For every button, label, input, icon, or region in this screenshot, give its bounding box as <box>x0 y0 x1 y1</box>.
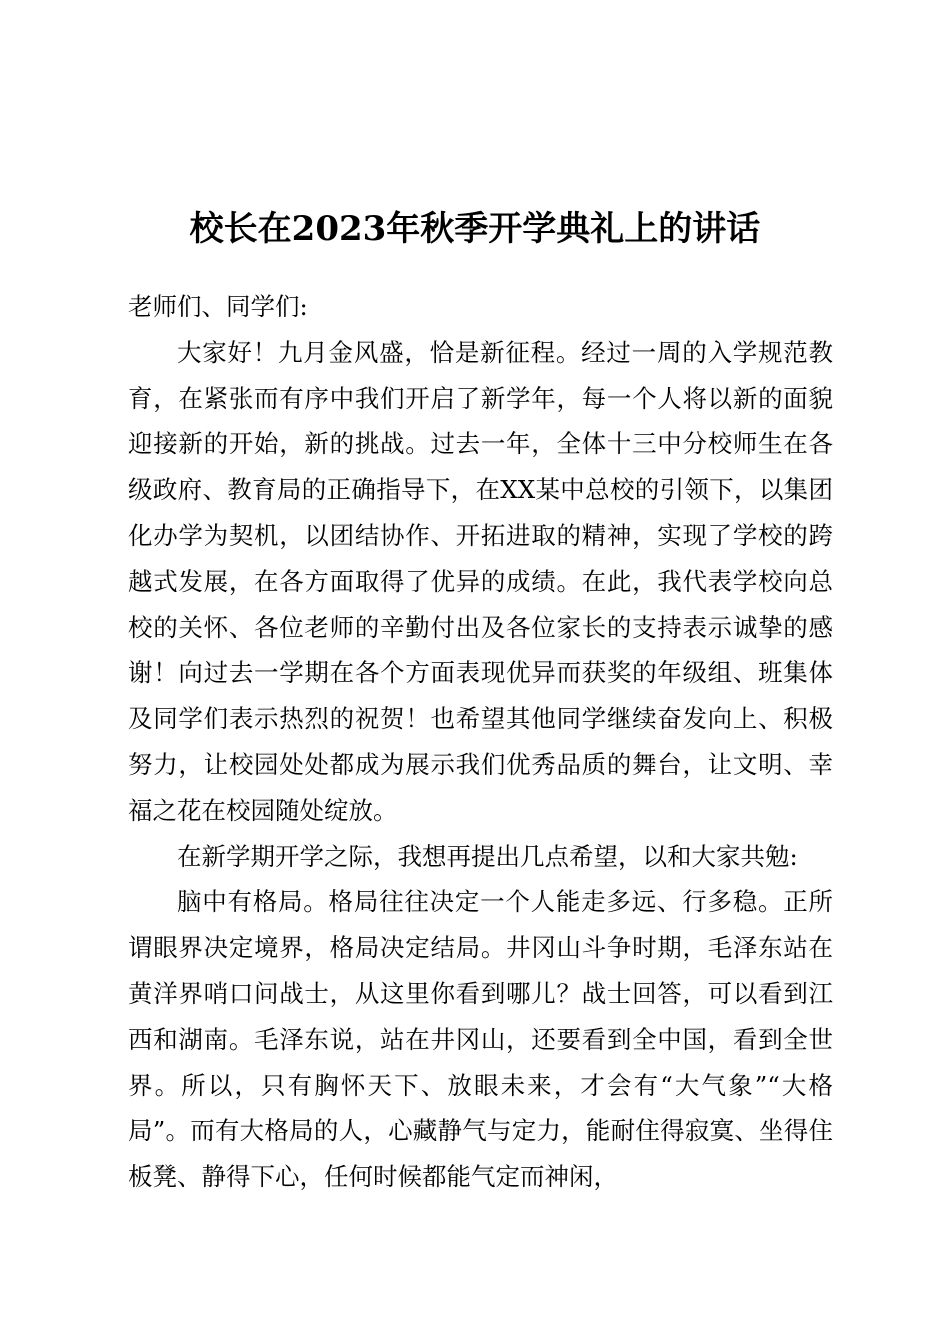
paragraph-greeting: 大家好！九月金风盛，恰是新征程。经过一周的入学规范教育，在紧张而有序中我们开启了新学年，每一个人将以新的面貌迎接新的开始，新的挑战。过去一年，全体十三中分校师生在各级政府、教育局的正确指导下，在XX某中总校的引领下，以集团化办学为契机，以团结协作、开拓进取的精神，实现了学校的跨越式发展，在各方面取得了优异的成绩。在此，我代表学校向总校的关怀、各位老师的辛勤付出及各位家长的支持表示诚挚的感谢！向过去一学期在各个方面表现优异而获奖的年级组、班集体及同学们表示热烈的祝贺！也希望其他同学继续奋发向上、积极努力，让校园处处都成为展示我们优秀品质的舞台，让文明、幸福之花在校园随处绽放。 <box>128 337 833 825</box>
document-body <box>128 284 833 1200</box>
paragraph-hopes-intro: 在新学期开学之际，我想再提出几点希望，以和大家共勉: <box>177 841 798 871</box>
document-title: 校长在2023年秋季开学典礼上的讲话 <box>189 209 761 249</box>
paragraph-vision: 脑中有格局。格局往往决定一个人能走多远、行多稳。正所谓眼界决定境界，格局决定结局。井冈山斗争时期，毛泽东站在黄洋界哨口问战士，从这里你看到哪儿？战士回答，可以看到江西和湖南。毛泽东说，站在井冈山，还要看到全中国，看到全世界。所以，只有胸怀天下、放眼未来，才会有“大气象”“大格局”。而有大格局的人，心藏静气与定力，能耐住得寂寞、坐得住板凳、静得下心，任何时候都能气定而神闲， <box>128 887 833 1192</box>
salutation: 老师们、同学们: <box>128 292 308 321</box>
